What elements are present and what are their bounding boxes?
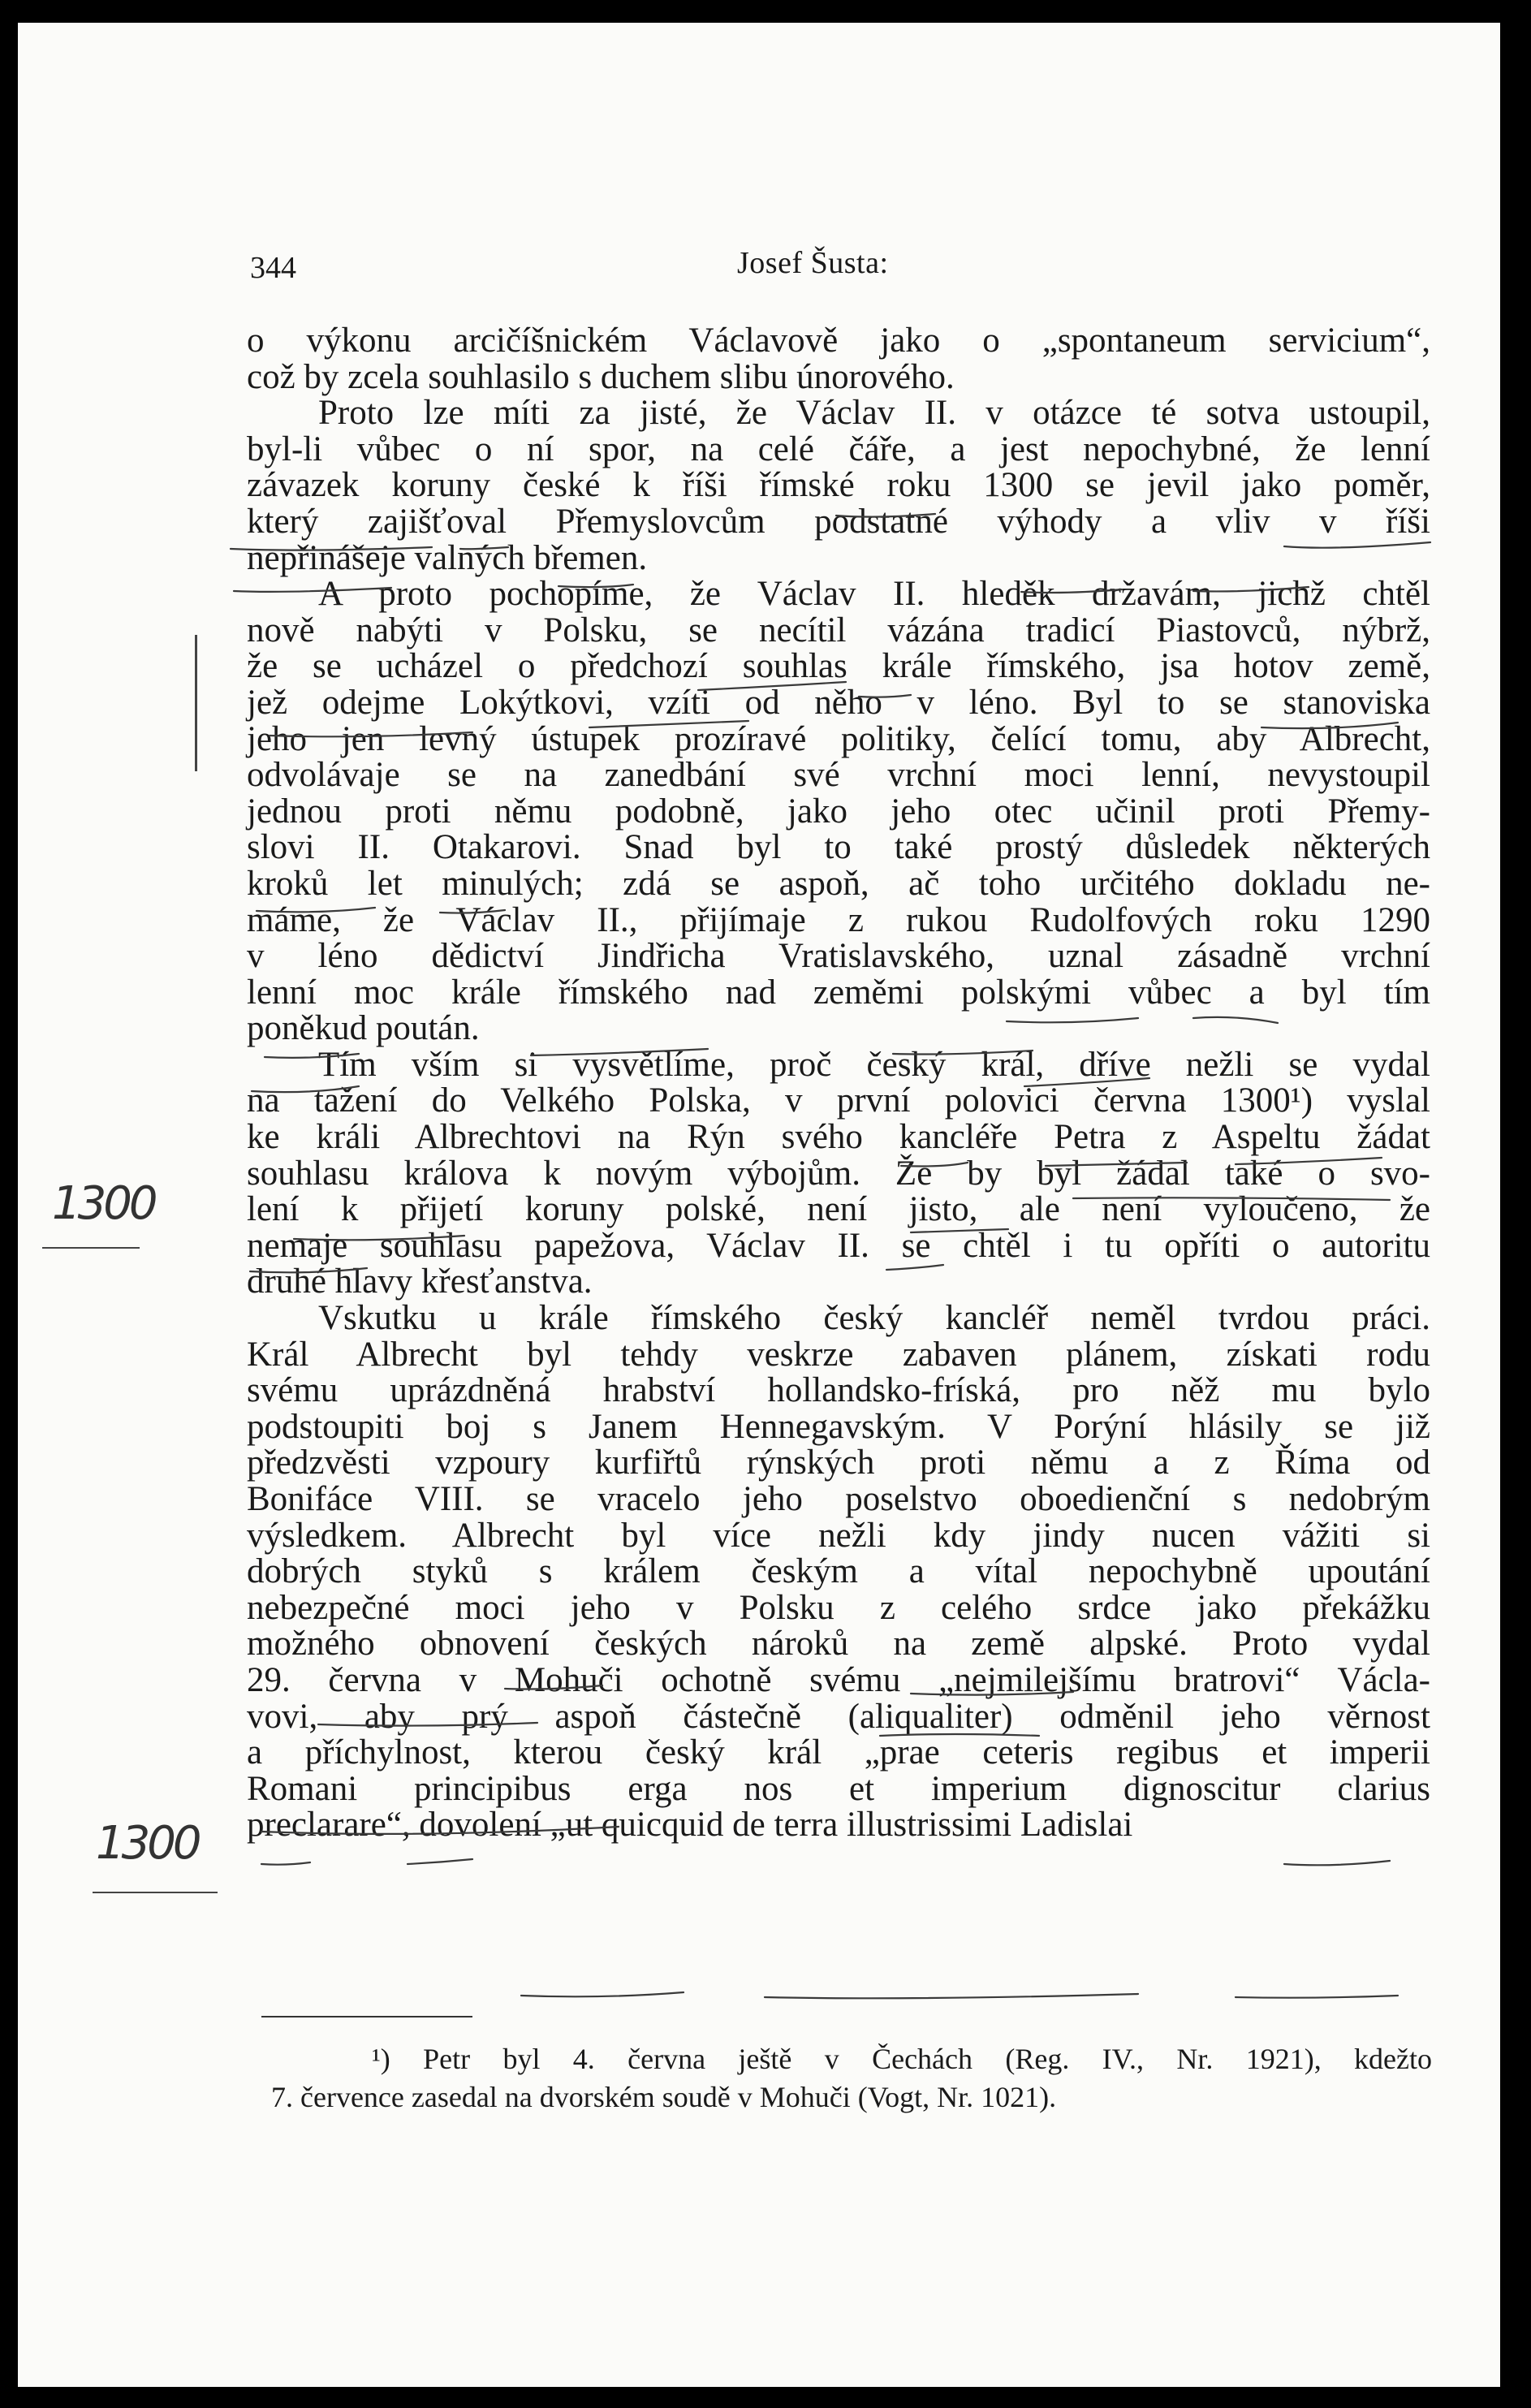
text-line: dobrých styků s králem českým a vítal nepochybně upoutání <box>247 1552 1430 1591</box>
paragraph <box>247 395 1430 576</box>
text-line: souhlasu králova k novým výbojům. Že by byl žádal také o svo- <box>247 1154 1430 1193</box>
footnote-line: 7. července zasedal na dvorském soudě v Mohuči (Vogt, Nr. 1021). <box>271 2081 1057 2113</box>
paragraph <box>247 1047 1430 1301</box>
text-line: v léno dědictví Jindřicha Vratislavského, uznal zásadně vrchní <box>247 937 1430 976</box>
text-line: A proto pochopíme, že Václav II. hleděk državám, jichž chtěl <box>318 575 1430 614</box>
text-line: 29. června v Mohuči ochotně svému „nejmilejšímu bratrovi“ Václa- <box>247 1660 1430 1699</box>
footnote-rule <box>261 2016 472 2017</box>
margin-vertical-mark <box>195 635 197 771</box>
body-text <box>247 323 1430 1844</box>
text-line: nebezpečné moci jeho v Polsku z celého srdce jako překážku <box>247 1588 1430 1627</box>
paragraph <box>247 1301 1430 1844</box>
text-line: svému uprázdněná hrabství hollandsko-fríská, pro něž mu bylo <box>247 1371 1430 1410</box>
text-line: že se ucházel o předchozí souhlas krále římského, jsa hotov země, <box>247 647 1430 686</box>
footnote-line: ¹) Petr byl 4. června ještě v Čechách (Reg. IV., Nr. 1921), kdežto <box>372 2043 1432 2075</box>
text-line: který zajišťoval Přemyslovcům podstatné výhody a vliv v říši <box>247 502 1430 541</box>
text-line: a příchylnost, kterou český král „prae ceteris regibus et imperii <box>247 1733 1430 1772</box>
text-line: výsledkem. Albrecht byl více nežli kdy jindy nucen vážiti si <box>247 1516 1430 1555</box>
text-line: možného obnovení českých nároků na země alpské. Proto vydal <box>247 1625 1430 1664</box>
text-line: podstoupiti boj s Janem Hennegavským. V Porýní hlásily se již <box>247 1407 1430 1446</box>
running-head: Josef Šusta: <box>737 246 889 280</box>
margin-note-1300-upper: 1300 <box>52 1177 155 1230</box>
text-line: druhé hlavy křesťanstva. <box>247 1262 593 1301</box>
text-line: nově nabýti v Polsku, se necítil vázána tradicí Piastovců, nýbrž, <box>247 611 1430 649</box>
text-line: poněkud poután. <box>247 1009 480 1048</box>
text-line: vovi, aby prý aspoň částečně (aliqualiter) odměnil jeho věrnost <box>247 1697 1430 1736</box>
document-page <box>18 23 1500 2387</box>
text-line: o výkonu arcičíšnickém Václavově jako o „spontaneum servicium“, <box>247 321 1430 360</box>
text-line: kroků let minulých; zdá se aspoň, ač toho určitého dokladu ne- <box>247 864 1430 903</box>
text-line: jednou proti němu podobně, jako jeho otec učinil proti Přemy- <box>247 792 1430 831</box>
margin-note-1300-lower: 1300 <box>96 1817 199 1870</box>
text-line: závazek koruny české k říši římské roku 1300 se jevil jako poměr, <box>247 466 1430 505</box>
text-line: Král Albrecht byl tehdy veskrze zabaven plánem, získati rodu <box>247 1335 1430 1374</box>
text-line: jež odejme Lokýtkovi, vzíti od něho v léno. Byl to se stanoviska <box>247 683 1430 722</box>
text-line: byl-li vůbec o ní spor, na celé čáře, a jest nepochybné, že lenní <box>247 429 1430 468</box>
margin-note-underline-upper <box>42 1247 140 1249</box>
text-line: slovi II. Otakarovi. Snad byl to také prostý důsledek některých <box>247 828 1430 867</box>
page-number: 344 <box>250 251 296 285</box>
page-header <box>250 246 1419 299</box>
text-line: lení k přijetí koruny polské, není jisto, ale není vyloučeno, že <box>247 1190 1430 1229</box>
text-line: Vskutku u krále římského český kancléř neměl tvrdou práci. <box>318 1299 1430 1338</box>
paragraph <box>247 323 1430 395</box>
text-line: na tažení do Velkého Polska, v první polovici června 1300¹) vyslal <box>247 1081 1430 1120</box>
text-line: Proto lze míti za jisté, že Václav II. v otázce té sotva ustoupil, <box>318 394 1430 433</box>
footnotes <box>271 2040 1432 2117</box>
text-line: což by zcela souhlasilo s duchem slibu únorového. <box>247 357 955 396</box>
margin-note-underline-lower <box>93 1892 218 1893</box>
text-line: máme, že Václav II., přijímaje z rukou Rudolfových roku 1290 <box>247 900 1430 939</box>
text-line: odvolávaje se na zanedbání své vrchní moci lenní, nevystoupil <box>247 756 1430 795</box>
text-line: preclarare“, dovolení „ut quicquid de terra illustrissimi Ladislai <box>247 1806 1133 1845</box>
text-line: nemaje souhlasu papežova, Václav II. se chtěl i tu opříti o autoritu <box>247 1226 1430 1265</box>
text-line: nepřinášeje valných břemen. <box>247 538 648 577</box>
paragraph <box>247 576 1430 1047</box>
text-line: předzvěsti vzpoury kurfiřtů rýnských proti němu a z Říma od <box>247 1444 1430 1482</box>
text-line: lenní moc krále římského nad zeměmi polskými vůbec a byl tím <box>247 973 1430 1012</box>
text-line: Bonifáce VIII. se vracelo jeho poselstvo oboedienční s nedobrým <box>247 1480 1430 1518</box>
text-line: Romani principibus erga nos et imperium dignoscitur clarius <box>247 1769 1430 1808</box>
text-line: ke králi Albrechtovi na Rýn svého kancléře Petra z Aspeltu žádat <box>247 1118 1430 1157</box>
text-line: jeho jen levný ústupek prozíravé politiky, čelící tomu, aby Albrecht, <box>247 719 1430 758</box>
text-line: Tím vším si vysvětlíme, proč český král, dříve nežli se vydal <box>318 1045 1430 1084</box>
